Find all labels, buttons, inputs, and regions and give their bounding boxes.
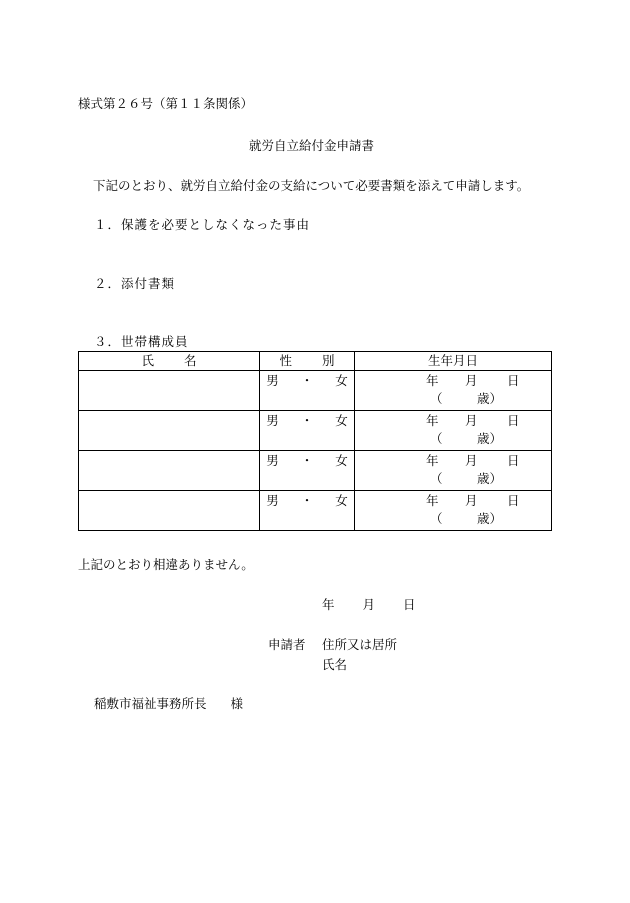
female-option[interactable]: 女 xyxy=(335,453,348,468)
female-option[interactable]: 女 xyxy=(335,413,348,428)
declaration-text: 上記のとおり相違ありません。 xyxy=(78,557,254,572)
dob-cell[interactable] xyxy=(355,491,552,531)
table-header-row xyxy=(79,352,552,371)
addressee-name: 稲敷市福祉事務所長 xyxy=(94,696,207,711)
intro-text: 下記のとおり、就労自立給付金の支給について必要書類を添えて申請します。 xyxy=(93,178,530,193)
header-sex: 性 別 xyxy=(260,352,355,371)
name-cell[interactable] xyxy=(79,411,260,451)
age-open-paren: （ xyxy=(430,471,443,486)
age-open-paren: （ xyxy=(430,431,443,446)
sex-cell[interactable] xyxy=(260,491,355,531)
age-label: 歳） xyxy=(477,391,503,406)
name-cell[interactable] xyxy=(79,491,260,531)
separator-dot: ・ xyxy=(300,453,314,468)
month-label: 月 xyxy=(465,453,478,468)
male-option[interactable]: 男 xyxy=(266,493,279,508)
male-option[interactable]: 男 xyxy=(266,453,279,468)
sex-cell[interactable] xyxy=(260,451,355,491)
date-month: 月 xyxy=(362,597,376,612)
day-label: 日 xyxy=(507,413,520,428)
separator-dot: ・ xyxy=(300,493,314,508)
year-label: 年 xyxy=(426,373,439,388)
name-cell[interactable] xyxy=(79,451,260,491)
section-reason: １．保護を必要としなくなった事由 xyxy=(94,217,311,232)
table-row xyxy=(79,371,552,411)
dob-cell[interactable] xyxy=(355,411,552,451)
dob-cell[interactable] xyxy=(355,371,552,411)
household-members-table xyxy=(78,351,552,531)
table-row xyxy=(79,411,552,451)
dob-cell[interactable] xyxy=(355,451,552,491)
applicant-address-label: 住所又は居所 xyxy=(322,637,398,652)
separator-dot: ・ xyxy=(300,413,314,428)
header-name: 氏 名 xyxy=(79,352,260,371)
date-day: 日 xyxy=(403,597,416,612)
sex-cell[interactable] xyxy=(260,411,355,451)
month-label: 月 xyxy=(465,373,478,388)
year-label: 年 xyxy=(426,453,439,468)
age-open-paren: （ xyxy=(430,391,443,406)
month-label: 月 xyxy=(465,493,478,508)
sex-cell[interactable] xyxy=(260,371,355,411)
female-option[interactable]: 女 xyxy=(335,373,348,388)
form-title: 就労自立給付金申請書 xyxy=(249,138,375,153)
form-number: 様式第２６号（第１１条関係） xyxy=(78,96,254,111)
section-household: ３．世帯構成員 xyxy=(94,334,189,349)
table-row xyxy=(79,451,552,491)
table-row xyxy=(79,491,552,531)
name-cell[interactable] xyxy=(79,371,260,411)
female-option[interactable]: 女 xyxy=(335,493,348,508)
addressee xyxy=(94,696,243,712)
year-label: 年 xyxy=(426,493,439,508)
header-dob: 生年月日 xyxy=(355,352,552,371)
age-label: 歳） xyxy=(477,431,503,446)
day-label: 日 xyxy=(507,453,520,468)
date-year: 年 xyxy=(322,597,335,612)
section-attachments: ２．添付書類 xyxy=(94,276,176,291)
age-open-paren: （ xyxy=(430,511,443,526)
male-option[interactable]: 男 xyxy=(266,413,279,428)
day-label: 日 xyxy=(507,493,520,508)
addressee-honorific: 様 xyxy=(230,696,244,711)
applicant-label: 申請者 xyxy=(268,637,306,652)
month-label: 月 xyxy=(465,413,478,428)
male-option[interactable]: 男 xyxy=(266,373,279,388)
applicant-name-label: 氏名 xyxy=(322,657,348,672)
date-line xyxy=(322,597,416,613)
age-label: 歳） xyxy=(477,471,503,486)
age-label: 歳） xyxy=(477,511,503,526)
day-label: 日 xyxy=(507,373,520,388)
year-label: 年 xyxy=(426,413,439,428)
separator-dot: ・ xyxy=(300,373,314,388)
